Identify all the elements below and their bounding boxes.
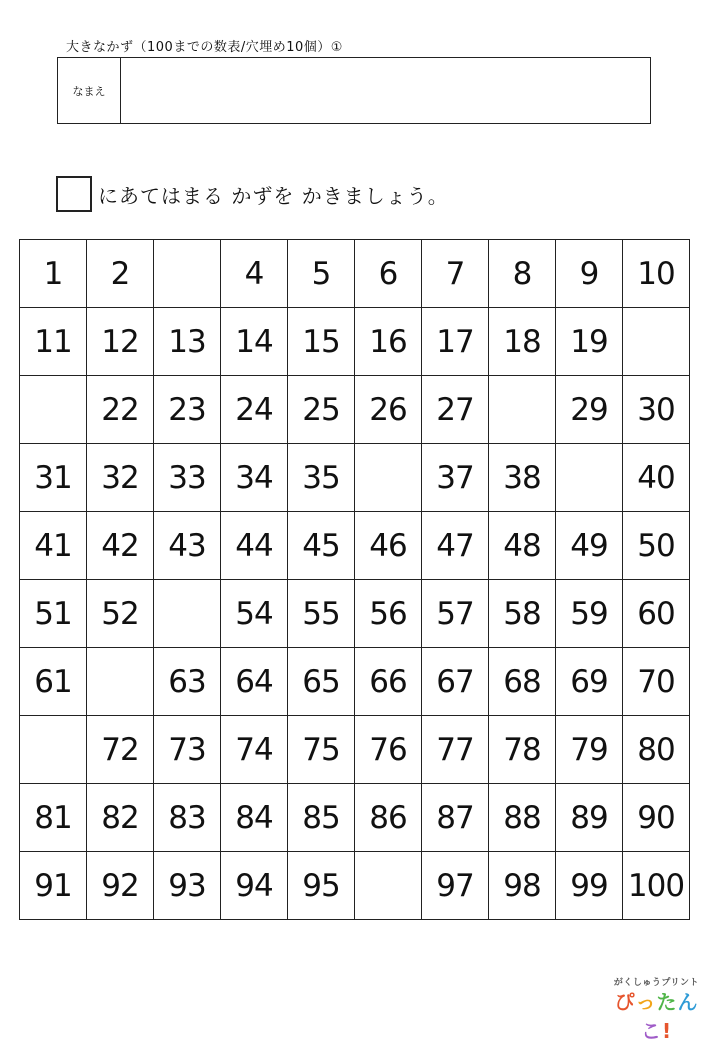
grid-cell: 74 xyxy=(221,716,288,784)
grid-cell: 87 xyxy=(422,784,489,852)
grid-cell-blank[interactable] xyxy=(87,648,154,716)
grid-cell: 29 xyxy=(556,376,623,444)
grid-cell: 37 xyxy=(422,444,489,512)
grid-cell: 30 xyxy=(623,376,690,444)
grid-row xyxy=(20,852,690,920)
grid-cell: 92 xyxy=(87,852,154,920)
grid-cell-blank[interactable] xyxy=(489,376,556,444)
grid-cell: 72 xyxy=(87,716,154,784)
grid-cell: 63 xyxy=(154,648,221,716)
grid-cell: 17 xyxy=(422,308,489,376)
grid-cell: 7 xyxy=(422,240,489,308)
brand-logo xyxy=(604,975,709,1044)
grid-cell: 18 xyxy=(489,308,556,376)
name-box xyxy=(57,57,651,124)
grid-cell: 80 xyxy=(623,716,690,784)
grid-cell: 6 xyxy=(355,240,422,308)
grid-cell-blank[interactable] xyxy=(20,716,87,784)
grid-cell: 10 xyxy=(623,240,690,308)
grid-cell: 100 xyxy=(623,852,690,920)
grid-cell: 57 xyxy=(422,580,489,648)
grid-cell: 68 xyxy=(489,648,556,716)
grid-cell-blank[interactable] xyxy=(154,240,221,308)
grid-cell-blank[interactable] xyxy=(20,376,87,444)
grid-cell-blank[interactable] xyxy=(154,580,221,648)
grid-cell: 45 xyxy=(288,512,355,580)
grid-cell: 97 xyxy=(422,852,489,920)
grid-cell: 14 xyxy=(221,308,288,376)
grid-cell: 54 xyxy=(221,580,288,648)
grid-cell: 61 xyxy=(20,648,87,716)
grid-cell: 23 xyxy=(154,376,221,444)
grid-cell: 38 xyxy=(489,444,556,512)
grid-cell: 50 xyxy=(623,512,690,580)
grid-row xyxy=(20,716,690,784)
grid-cell: 40 xyxy=(623,444,690,512)
grid-cell: 13 xyxy=(154,308,221,376)
grid-cell: 67 xyxy=(422,648,489,716)
grid-cell: 56 xyxy=(355,580,422,648)
grid-cell: 91 xyxy=(20,852,87,920)
brand-char: こ xyxy=(640,1019,662,1043)
grid-cell: 49 xyxy=(556,512,623,580)
grid-cell: 25 xyxy=(288,376,355,444)
grid-cell: 70 xyxy=(623,648,690,716)
grid-row xyxy=(20,512,690,580)
grid-cell: 44 xyxy=(221,512,288,580)
worksheet-title: 大きなかず（100までの数表/穴埋め10個）① xyxy=(66,40,343,55)
grid-cell: 33 xyxy=(154,444,221,512)
grid-row xyxy=(20,240,690,308)
grid-cell: 95 xyxy=(288,852,355,920)
grid-cell: 19 xyxy=(556,308,623,376)
grid-cell-blank[interactable] xyxy=(556,444,623,512)
grid-cell: 41 xyxy=(20,512,87,580)
grid-cell: 75 xyxy=(288,716,355,784)
grid-cell: 55 xyxy=(288,580,355,648)
instruction xyxy=(56,176,449,212)
grid-cell: 64 xyxy=(221,648,288,716)
grid-cell: 99 xyxy=(556,852,623,920)
brand-char: た xyxy=(656,990,678,1014)
grid-cell: 32 xyxy=(87,444,154,512)
grid-cell: 15 xyxy=(288,308,355,376)
grid-row xyxy=(20,308,690,376)
instruction-text: にあてはまる かずを かきましょう。 xyxy=(98,183,449,208)
grid-cell: 84 xyxy=(221,784,288,852)
grid-cell: 98 xyxy=(489,852,556,920)
number-grid xyxy=(19,239,690,920)
brand-char: ぴ xyxy=(614,990,636,1014)
grid-cell: 69 xyxy=(556,648,623,716)
grid-cell: 88 xyxy=(489,784,556,852)
grid-cell: 1 xyxy=(20,240,87,308)
grid-cell: 86 xyxy=(355,784,422,852)
grid-cell: 8 xyxy=(489,240,556,308)
grid-cell: 46 xyxy=(355,512,422,580)
grid-cell: 9 xyxy=(556,240,623,308)
blank-square-icon xyxy=(56,176,92,212)
grid-cell: 60 xyxy=(623,580,690,648)
grid-row xyxy=(20,444,690,512)
grid-cell: 16 xyxy=(355,308,422,376)
grid-cell: 2 xyxy=(87,240,154,308)
brand-char: ん xyxy=(677,990,699,1014)
grid-cell: 48 xyxy=(489,512,556,580)
grid-cell: 51 xyxy=(20,580,87,648)
grid-cell: 78 xyxy=(489,716,556,784)
grid-cell: 93 xyxy=(154,852,221,920)
grid-cell: 79 xyxy=(556,716,623,784)
grid-cell: 83 xyxy=(154,784,221,852)
grid-cell: 34 xyxy=(221,444,288,512)
grid-cell: 24 xyxy=(221,376,288,444)
grid-cell: 85 xyxy=(288,784,355,852)
grid-row xyxy=(20,580,690,648)
grid-cell: 73 xyxy=(154,716,221,784)
grid-cell: 52 xyxy=(87,580,154,648)
grid-cell: 4 xyxy=(221,240,288,308)
grid-cell: 58 xyxy=(489,580,556,648)
grid-cell: 65 xyxy=(288,648,355,716)
grid-cell: 66 xyxy=(355,648,422,716)
name-field[interactable] xyxy=(121,58,650,123)
grid-cell-blank[interactable] xyxy=(623,308,690,376)
grid-cell: 22 xyxy=(87,376,154,444)
brand-char: っ xyxy=(635,990,657,1014)
grid-cell: 94 xyxy=(221,852,288,920)
brand-name xyxy=(604,986,709,1044)
grid-cell: 47 xyxy=(422,512,489,580)
name-label: なまえ xyxy=(58,58,121,123)
grid-cell: 82 xyxy=(87,784,154,852)
grid-cell: 43 xyxy=(154,512,221,580)
grid-row xyxy=(20,648,690,716)
grid-cell: 12 xyxy=(87,308,154,376)
brand-char: ! xyxy=(661,1019,673,1043)
grid-cell: 26 xyxy=(355,376,422,444)
grid-cell: 77 xyxy=(422,716,489,784)
grid-cell: 81 xyxy=(20,784,87,852)
grid-cell: 35 xyxy=(288,444,355,512)
grid-row xyxy=(20,784,690,852)
grid-cell-blank[interactable] xyxy=(355,444,422,512)
grid-cell-blank[interactable] xyxy=(355,852,422,920)
grid-cell: 5 xyxy=(288,240,355,308)
grid-cell: 27 xyxy=(422,376,489,444)
grid-cell: 11 xyxy=(20,308,87,376)
grid-cell: 89 xyxy=(556,784,623,852)
grid-cell: 76 xyxy=(355,716,422,784)
brand-tagline: がくしゅうプリント xyxy=(613,978,700,988)
grid-row xyxy=(20,376,690,444)
grid-cell: 90 xyxy=(623,784,690,852)
grid-cell: 31 xyxy=(20,444,87,512)
grid-cell: 42 xyxy=(87,512,154,580)
grid-cell: 59 xyxy=(556,580,623,648)
